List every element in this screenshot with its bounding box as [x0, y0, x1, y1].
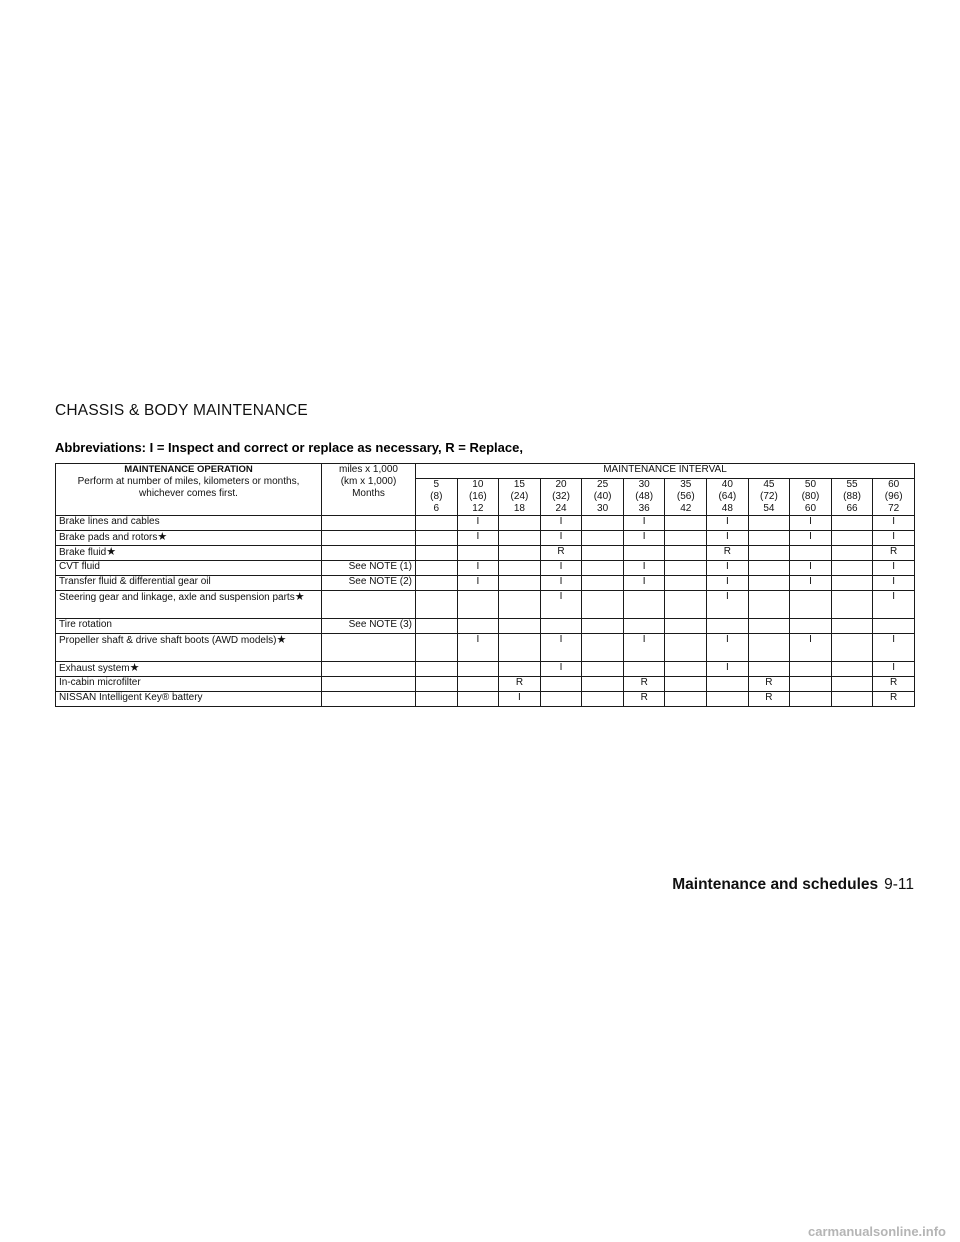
operation-header-text: Perform at number of miles, kilometers or months, whichever comes first.	[77, 476, 300, 499]
operation-label: Brake fluid	[59, 547, 107, 558]
schedule-mark	[499, 531, 541, 546]
schedule-mark	[582, 662, 624, 677]
schedule-mark	[582, 677, 624, 692]
schedule-mark	[499, 619, 541, 634]
table-row	[56, 677, 915, 692]
schedule-mark	[457, 619, 499, 634]
note-cell	[322, 692, 416, 707]
schedule-mark	[416, 546, 458, 561]
footer-chapter: Maintenance and schedules	[672, 876, 879, 893]
interval-km: (64)	[718, 491, 737, 502]
table-row	[56, 634, 915, 662]
schedule-mark: I	[873, 662, 915, 677]
interval-cell	[540, 479, 582, 516]
header-row-top	[56, 464, 915, 479]
schedule-mark	[582, 546, 624, 561]
interval-km: (80)	[801, 491, 820, 502]
schedule-mark	[790, 546, 832, 561]
interval-months: 12	[472, 503, 484, 514]
schedule-mark: I	[540, 591, 582, 619]
unit-months: Months	[352, 488, 385, 499]
footer-page-number: 9-11	[884, 876, 914, 893]
schedule-mark	[582, 619, 624, 634]
schedule-mark: I	[457, 576, 499, 591]
schedule-mark	[831, 561, 873, 576]
schedule-mark	[831, 619, 873, 634]
interval-km: (24)	[510, 491, 529, 502]
operation-cell	[56, 531, 322, 546]
schedule-mark	[831, 546, 873, 561]
schedule-mark	[873, 619, 915, 634]
interval-miles: 50	[804, 479, 817, 490]
schedule-mark	[748, 576, 790, 591]
schedule-mark	[790, 692, 832, 707]
schedule-mark	[748, 662, 790, 677]
schedule-mark: R	[623, 677, 665, 692]
table-row	[56, 591, 915, 619]
interval-cell	[582, 479, 624, 516]
operation-label: Propeller shaft & drive shaft boots (AWD models)	[59, 635, 277, 646]
schedule-mark	[416, 516, 458, 531]
note-cell	[322, 531, 416, 546]
interval-months: 54	[763, 503, 775, 514]
schedule-mark: I	[873, 634, 915, 662]
interval-cell	[873, 479, 915, 516]
schedule-mark	[457, 546, 499, 561]
schedule-mark: I	[790, 576, 832, 591]
schedule-mark	[831, 576, 873, 591]
table-row	[56, 576, 915, 591]
interval-months: 66	[846, 503, 858, 514]
star-icon: ★	[106, 546, 117, 558]
schedule-mark	[582, 576, 624, 591]
schedule-mark	[457, 591, 499, 619]
note-cell: See NOTE (1)	[322, 561, 416, 576]
schedule-mark: I	[790, 634, 832, 662]
schedule-mark	[416, 591, 458, 619]
operation-cell	[56, 576, 322, 591]
schedule-mark	[665, 591, 707, 619]
interval-months: 24	[555, 503, 567, 514]
interval-km: (8)	[430, 491, 443, 502]
schedule-mark: I	[540, 576, 582, 591]
schedule-mark	[499, 634, 541, 662]
schedule-mark: I	[540, 662, 582, 677]
schedule-mark	[416, 561, 458, 576]
schedule-mark: I	[499, 692, 541, 707]
schedule-mark: I	[873, 561, 915, 576]
operation-label: Brake pads and rotors	[59, 532, 158, 543]
interval-km: (96)	[884, 491, 903, 502]
interval-miles: 25	[597, 479, 609, 490]
operation-cell	[56, 516, 322, 531]
schedule-mark	[540, 677, 582, 692]
schedule-mark: I	[623, 531, 665, 546]
schedule-mark	[499, 591, 541, 619]
interval-km: (56)	[676, 491, 695, 502]
schedule-mark: R	[499, 677, 541, 692]
interval-months: 60	[804, 503, 817, 514]
schedule-mark	[665, 662, 707, 677]
table-row	[56, 662, 915, 677]
schedule-body	[56, 464, 915, 707]
schedule-mark	[665, 619, 707, 634]
interval-cell	[707, 479, 749, 516]
operation-label: Brake lines and cables	[59, 516, 160, 527]
schedule-mark	[831, 662, 873, 677]
star-icon: ★	[129, 662, 140, 674]
interval-miles: 20	[555, 479, 567, 490]
star-icon: ★	[294, 591, 305, 603]
schedule-mark: I	[457, 561, 499, 576]
schedule-mark: I	[540, 531, 582, 546]
schedule-mark	[665, 561, 707, 576]
schedule-mark	[582, 591, 624, 619]
schedule-mark: I	[873, 531, 915, 546]
interval-miles: 60	[888, 479, 900, 490]
interval-months: 72	[888, 503, 900, 514]
note-cell	[322, 662, 416, 677]
schedule-mark	[831, 591, 873, 619]
interval-cell	[665, 479, 707, 516]
interval-cell	[748, 479, 790, 516]
schedule-mark: I	[873, 516, 915, 531]
maintenance-schedule-table	[55, 463, 915, 707]
schedule-mark	[665, 546, 707, 561]
note-cell	[322, 516, 416, 531]
schedule-mark	[748, 516, 790, 531]
schedule-mark	[540, 619, 582, 634]
schedule-mark	[499, 662, 541, 677]
unit-km: (km x 1,000)	[340, 476, 397, 487]
schedule-mark: R	[873, 546, 915, 561]
schedule-mark	[582, 692, 624, 707]
unit-miles: miles x 1,000	[339, 464, 398, 475]
operation-cell	[56, 634, 322, 662]
schedule-mark	[665, 692, 707, 707]
schedule-mark: I	[873, 576, 915, 591]
interval-km: (48)	[635, 491, 654, 502]
interval-months: 30	[597, 503, 609, 514]
abbreviations-legend: Abbreviations: I = Inspect and correct or replace as necessary, R = Replace,	[55, 440, 523, 455]
note-cell	[322, 677, 416, 692]
interval-km: (32)	[552, 491, 570, 502]
interval-months: 18	[513, 503, 525, 514]
schedule-mark	[416, 692, 458, 707]
interval-miles: 35	[680, 479, 692, 490]
watermark-text: carmanualsonline.info	[808, 1224, 946, 1239]
operation-label: Exhaust system	[59, 663, 130, 674]
page-footer	[672, 876, 914, 894]
schedule-mark	[416, 619, 458, 634]
schedule-mark	[831, 692, 873, 707]
schedule-mark: I	[623, 561, 665, 576]
interval-header: MAINTENANCE INTERVAL	[416, 464, 915, 479]
table-row	[56, 692, 915, 707]
schedule-mark: R	[873, 692, 915, 707]
operation-cell	[56, 591, 322, 619]
schedule-mark: I	[707, 591, 749, 619]
schedule-mark: R	[540, 546, 582, 561]
schedule-mark: I	[790, 531, 832, 546]
interval-miles: 45	[763, 479, 775, 490]
schedule-mark	[540, 692, 582, 707]
operation-cell	[56, 546, 322, 561]
schedule-mark	[748, 591, 790, 619]
operation-label: Tire rotation	[59, 619, 112, 630]
operation-cell	[56, 677, 322, 692]
operation-header	[56, 464, 322, 516]
operation-label: Steering gear and linkage, axle and suspension parts	[59, 592, 295, 603]
interval-cell	[416, 479, 458, 516]
interval-months: 42	[680, 503, 692, 514]
schedule-mark: I	[707, 516, 749, 531]
interval-cell	[623, 479, 665, 516]
schedule-mark	[457, 692, 499, 707]
schedule-mark	[665, 531, 707, 546]
schedule-mark	[499, 546, 541, 561]
schedule-mark	[499, 561, 541, 576]
note-cell: See NOTE (3)	[322, 619, 416, 634]
schedule-mark: I	[790, 516, 832, 531]
operation-cell	[56, 692, 322, 707]
section-title: CHASSIS & BODY MAINTENANCE	[55, 402, 308, 419]
interval-km: (40)	[593, 491, 612, 502]
schedule-mark	[831, 516, 873, 531]
schedule-mark: I	[457, 634, 499, 662]
unit-header	[322, 464, 416, 516]
schedule-mark	[623, 546, 665, 561]
schedule-mark	[707, 692, 749, 707]
schedule-mark: I	[707, 576, 749, 591]
interval-miles: 5	[433, 479, 440, 490]
star-icon: ★	[276, 634, 287, 646]
operation-label: In-cabin microfilter	[59, 677, 141, 688]
operation-header-title: MAINTENANCE OPERATION	[124, 464, 253, 475]
schedule-mark	[665, 576, 707, 591]
interval-cell	[790, 479, 832, 516]
schedule-mark	[707, 677, 749, 692]
schedule-mark: R	[748, 692, 790, 707]
table-row	[56, 546, 915, 561]
schedule-mark: I	[623, 516, 665, 531]
note-cell	[322, 546, 416, 561]
interval-km: (16)	[468, 491, 487, 502]
interval-miles: 30	[638, 479, 650, 490]
schedule-mark: I	[707, 561, 749, 576]
interval-km: (72)	[760, 491, 778, 502]
table-row	[56, 619, 915, 634]
operation-cell	[56, 561, 322, 576]
schedule-mark	[748, 561, 790, 576]
schedule-mark	[748, 546, 790, 561]
schedule-mark	[582, 516, 624, 531]
operation-label: Transfer fluid & differential gear oil	[59, 576, 211, 587]
schedule-mark	[623, 591, 665, 619]
schedule-mark	[831, 677, 873, 692]
schedule-mark: I	[707, 662, 749, 677]
schedule-mark	[416, 576, 458, 591]
schedule-mark	[831, 531, 873, 546]
interval-cell	[457, 479, 499, 516]
interval-cell	[831, 479, 873, 516]
star-icon: ★	[157, 531, 168, 543]
note-cell: See NOTE (2)	[322, 576, 416, 591]
operation-label: CVT fluid	[59, 561, 100, 572]
schedule-mark	[665, 634, 707, 662]
operation-cell	[56, 662, 322, 677]
schedule-mark	[790, 677, 832, 692]
schedule-mark	[416, 662, 458, 677]
interval-miles: 15	[513, 479, 525, 490]
schedule-mark	[748, 619, 790, 634]
schedule-mark: R	[748, 677, 790, 692]
schedule-mark	[582, 531, 624, 546]
schedule-mark	[457, 677, 499, 692]
schedule-mark	[748, 634, 790, 662]
schedule-mark	[582, 561, 624, 576]
schedule-mark: I	[457, 531, 499, 546]
interval-months: 6	[433, 503, 440, 514]
schedule-mark: I	[540, 561, 582, 576]
schedule-mark	[416, 531, 458, 546]
schedule-mark	[499, 576, 541, 591]
table-row	[56, 516, 915, 531]
schedule-mark	[457, 662, 499, 677]
interval-miles: 40	[721, 479, 733, 490]
interval-miles: 10	[472, 479, 484, 490]
schedule-mark: I	[707, 634, 749, 662]
note-cell	[322, 591, 416, 619]
schedule-mark: I	[623, 634, 665, 662]
operation-cell	[56, 619, 322, 634]
schedule-mark: R	[707, 546, 749, 561]
schedule-mark: I	[457, 516, 499, 531]
table-row	[56, 531, 915, 546]
schedule-mark	[416, 677, 458, 692]
schedule-mark	[790, 619, 832, 634]
interval-km: (88)	[843, 491, 861, 502]
operation-label: NISSAN Intelligent Key® battery	[59, 692, 203, 703]
schedule-mark	[790, 591, 832, 619]
interval-cell	[499, 479, 541, 516]
schedule-mark: I	[540, 634, 582, 662]
table-row	[56, 561, 915, 576]
schedule-mark	[416, 634, 458, 662]
interval-months: 48	[721, 503, 733, 514]
schedule-mark: R	[623, 692, 665, 707]
schedule-mark	[831, 634, 873, 662]
schedule-mark	[499, 516, 541, 531]
schedule-mark: I	[540, 516, 582, 531]
schedule-mark	[582, 634, 624, 662]
interval-months: 36	[638, 503, 650, 514]
schedule-mark: R	[873, 677, 915, 692]
schedule-mark: I	[623, 576, 665, 591]
interval-miles: 55	[846, 479, 858, 490]
schedule-mark: I	[707, 531, 749, 546]
schedule-mark: I	[873, 591, 915, 619]
schedule-mark	[748, 531, 790, 546]
schedule-mark: I	[790, 561, 832, 576]
schedule-mark	[665, 677, 707, 692]
schedule-mark	[707, 619, 749, 634]
schedule-mark	[665, 516, 707, 531]
schedule-mark	[623, 662, 665, 677]
note-cell	[322, 634, 416, 662]
schedule-mark	[790, 662, 832, 677]
schedule-mark	[623, 619, 665, 634]
